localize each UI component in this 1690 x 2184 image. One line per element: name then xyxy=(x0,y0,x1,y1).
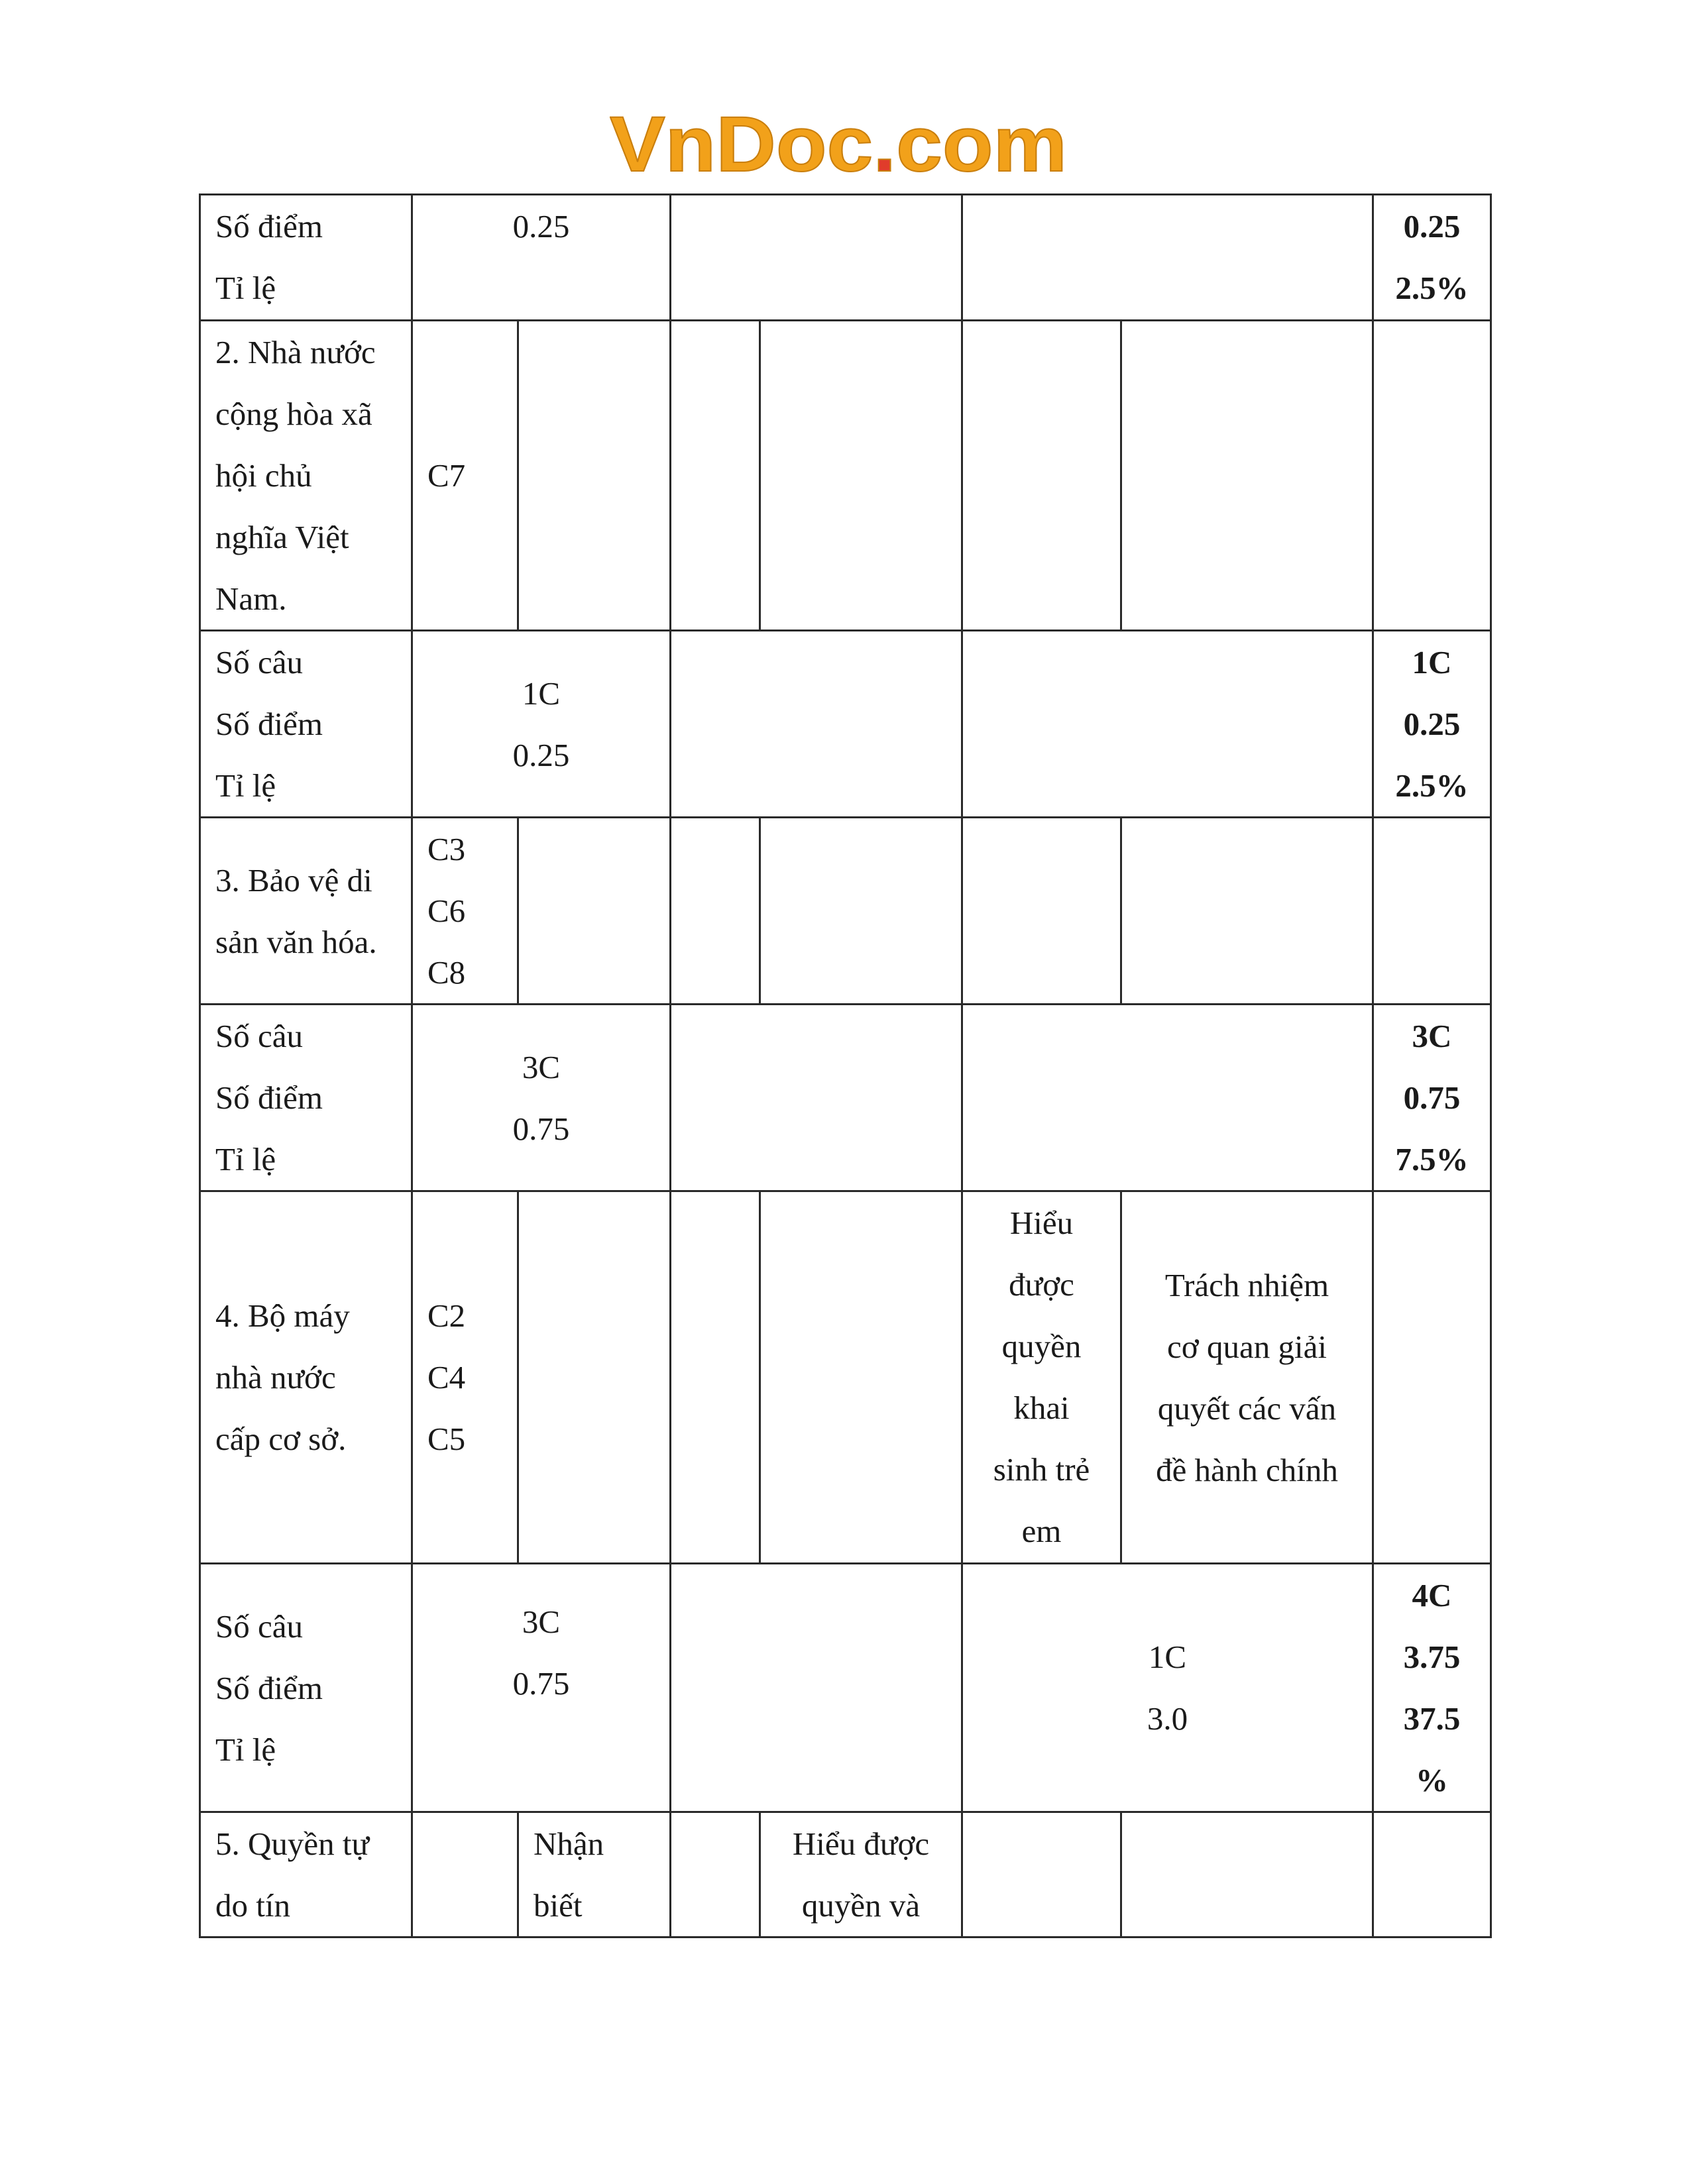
value-line: 3C xyxy=(522,1048,561,1085)
total-line: 4C xyxy=(1412,1577,1452,1613)
empty-cell xyxy=(518,1191,671,1564)
high-application-cell xyxy=(1121,1191,1373,1564)
table-row xyxy=(200,195,1491,321)
value-line: 3C xyxy=(522,1604,561,1640)
text-line: Hiểu xyxy=(1009,1205,1074,1241)
value-cell xyxy=(412,631,671,818)
question-code-cell xyxy=(412,321,518,631)
value-line: 1C xyxy=(522,675,561,712)
row-label xyxy=(200,631,412,818)
understanding-cell xyxy=(760,1812,962,1938)
label-line: Tỉ lệ xyxy=(215,767,276,804)
table-row xyxy=(200,1191,1491,1564)
text-line: khai xyxy=(1013,1390,1070,1426)
topic-cell xyxy=(200,1812,412,1938)
total-line: 3C xyxy=(1412,1018,1452,1054)
label-line: cộng hòa xã xyxy=(215,396,372,432)
total-cell xyxy=(1373,1564,1491,1812)
application-cell xyxy=(962,1191,1121,1564)
question-code-cell xyxy=(412,1191,518,1564)
table-row xyxy=(200,1564,1491,1812)
label-line: Số câu xyxy=(215,644,303,681)
value-line: 0.25 xyxy=(512,208,570,245)
label-line: 3. Bảo vệ di xyxy=(215,861,372,899)
table-row xyxy=(200,1812,1491,1938)
topic-cell xyxy=(200,321,412,631)
question-code: C8 xyxy=(427,954,466,991)
label-line: sản văn hóa. xyxy=(215,923,377,960)
label-line: 4. Bộ máy xyxy=(215,1297,350,1334)
label-line: Tỉ lệ xyxy=(215,1731,276,1768)
text-line: quyền xyxy=(1001,1328,1082,1364)
empty-cell xyxy=(671,195,962,321)
empty-cell xyxy=(671,818,760,1005)
label-line: do tín xyxy=(215,1887,290,1924)
total-line: 0.25 xyxy=(1403,706,1461,742)
logo-text: VnDoc .com xyxy=(610,101,1057,186)
total-line: % xyxy=(1416,1762,1448,1798)
value-cell xyxy=(412,1005,671,1191)
table-row xyxy=(200,1005,1491,1191)
empty-cell xyxy=(962,818,1121,1005)
label-line: nghĩa Việt xyxy=(215,519,349,555)
text-line: quyết các vấn xyxy=(1157,1390,1337,1427)
empty-cell xyxy=(760,1191,962,1564)
question-code: C7 xyxy=(427,457,466,494)
label-line: nhà nước xyxy=(215,1359,336,1395)
table-row xyxy=(200,818,1491,1005)
label-line: Tỉ lệ xyxy=(215,1141,276,1177)
text-line: được xyxy=(1009,1266,1074,1303)
text-line: sinh trẻ xyxy=(993,1451,1090,1488)
empty-cell xyxy=(1373,1812,1491,1938)
table-row xyxy=(200,321,1491,631)
row-label xyxy=(200,1005,412,1191)
value-cell xyxy=(962,1564,1373,1812)
label-line: Tỉ lệ xyxy=(215,270,276,306)
vndoc-logo-graphic xyxy=(610,99,1074,186)
text-line: quyền và xyxy=(801,1887,921,1924)
topic-cell xyxy=(200,818,412,1005)
value-line: 3.0 xyxy=(1147,1700,1188,1737)
value-cell xyxy=(412,1564,671,1812)
text-line: Hiểu được xyxy=(792,1826,930,1862)
empty-cell xyxy=(518,818,671,1005)
label-line: Số câu xyxy=(215,1608,303,1645)
empty-cell xyxy=(518,321,671,631)
total-line: 0.75 xyxy=(1403,1079,1461,1116)
label-line: Số câu xyxy=(215,1018,303,1054)
value-line: 0.75 xyxy=(512,1110,570,1147)
empty-cell xyxy=(1373,321,1491,631)
empty-cell xyxy=(671,1191,760,1564)
table-row xyxy=(200,631,1491,818)
empty-cell xyxy=(1121,818,1373,1005)
label-line: 2. Nhà nước xyxy=(215,334,376,370)
label-line: cấp cơ sở. xyxy=(215,1421,347,1457)
question-code: C3 xyxy=(427,831,466,867)
empty-cell xyxy=(1121,1812,1373,1938)
total-cell xyxy=(1373,631,1491,818)
question-code-cell xyxy=(412,818,518,1005)
empty-cell xyxy=(671,1005,962,1191)
label-line: Nam. xyxy=(215,580,287,617)
value-line: 0.75 xyxy=(512,1665,570,1702)
label-line: hội chủ xyxy=(215,457,312,494)
total-line: 37.5 xyxy=(1403,1700,1461,1737)
empty-cell xyxy=(671,1812,760,1938)
row-label xyxy=(200,1564,412,1812)
question-code: C6 xyxy=(427,893,466,929)
label-line: Số điểm xyxy=(215,1079,323,1116)
empty-cell xyxy=(962,321,1121,631)
total-cell xyxy=(1373,195,1491,321)
empty-cell xyxy=(1373,818,1491,1005)
text-line: cơ quan giải xyxy=(1167,1328,1327,1365)
total-line: 2.5% xyxy=(1395,270,1469,306)
question-code: C5 xyxy=(427,1421,466,1457)
label-line: Số điểm xyxy=(215,706,323,742)
label-line: Số điểm xyxy=(215,1669,323,1706)
empty-cell xyxy=(962,1005,1373,1191)
empty-cell xyxy=(962,195,1373,321)
total-line: 2.5% xyxy=(1395,767,1469,804)
text-line: đề hành chính xyxy=(1156,1451,1338,1488)
empty-cell xyxy=(1121,321,1373,631)
text-line: Trách nhiệm xyxy=(1164,1266,1329,1303)
text-line: Nhận xyxy=(534,1826,604,1862)
recognition-cell xyxy=(518,1812,671,1938)
text-line: biết xyxy=(534,1887,583,1924)
total-line: 1C xyxy=(1412,644,1452,681)
question-code: C2 xyxy=(427,1297,466,1334)
total-cell xyxy=(1373,1005,1491,1191)
total-line: 0.25 xyxy=(1403,208,1461,245)
exam-matrix-table xyxy=(199,193,1492,1938)
value-line: 1C xyxy=(1148,1639,1187,1675)
total-line: 3.75 xyxy=(1403,1639,1461,1675)
empty-cell xyxy=(962,631,1373,818)
empty-cell xyxy=(760,321,962,631)
empty-cell xyxy=(412,1812,518,1938)
value-cell xyxy=(412,195,671,321)
empty-cell xyxy=(962,1812,1121,1938)
empty-cell xyxy=(671,321,760,631)
total-line: 7.5% xyxy=(1395,1141,1469,1177)
question-code: C4 xyxy=(427,1359,466,1395)
empty-cell xyxy=(671,631,962,818)
empty-cell xyxy=(671,1564,962,1812)
value-line: 0.25 xyxy=(512,736,570,773)
empty-cell xyxy=(760,818,962,1005)
row-label xyxy=(200,195,412,321)
text-line: em xyxy=(1021,1513,1062,1549)
topic-cell xyxy=(200,1191,412,1564)
label-line: Số điểm xyxy=(215,208,323,245)
vndoc-logo xyxy=(610,99,1074,186)
empty-cell xyxy=(1373,1191,1491,1564)
label-line: 5. Quyền tự xyxy=(215,1826,370,1862)
